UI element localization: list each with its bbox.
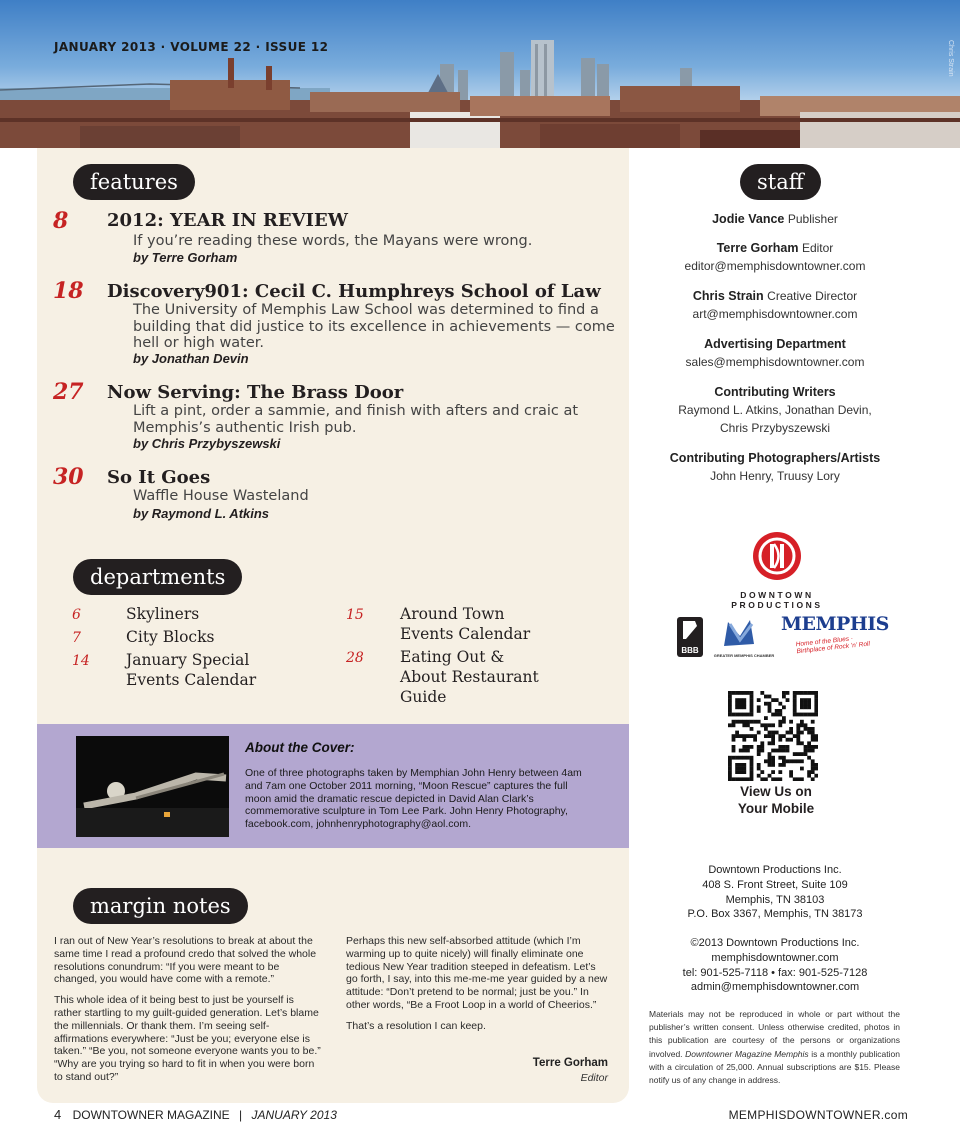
staff-name: Jodie Vance (712, 212, 785, 226)
department-page-number: 28 (346, 650, 364, 666)
staff-role: Editor (801, 241, 834, 255)
phone-fax: tel: 901-525-7118 • fax: 901-525-7128 (682, 966, 868, 979)
disclaimer (649, 1008, 900, 1087)
departments-heading: departments (73, 559, 242, 595)
staff-advertising (640, 335, 910, 371)
page-number: 4 (54, 1107, 62, 1122)
staff-editor (640, 239, 910, 275)
department-item[interactable]: Around Town Events Calendar (400, 605, 531, 643)
memphis-logo: MEMPHIS (781, 613, 889, 635)
footer-issue: JANUARY 2013 (251, 1108, 337, 1122)
disclaimer-text: Materials may not be reproduced in whole or part without the publisher’s written consent. Unless otherwise credited, photos in this publication are courtesy of the persons or organizations involved. (649, 1009, 900, 1059)
staff-creative (640, 287, 910, 323)
cover-caption: One of three photographs taken by Memphian John Henry between 4am and 7am one October 2011 morning, “Moon Rescue” captures the full moon amid the dramatic rescue depicted in David Alan Clark’s commemorative sculpture in Tom Lee Park. John Henry Photography, facebook.com, johnhenryphotography@aol.com. (245, 767, 582, 831)
qr-code-icon[interactable] (728, 691, 818, 781)
features-heading: features (73, 164, 195, 200)
skyline-banner (0, 0, 960, 148)
photo-credit: Chris Strain (947, 40, 954, 77)
chamber-text: GREATER MEMPHIS CHAMBER (713, 653, 775, 658)
margin-notes-paragraph: Perhaps this new self-absorbed attitude (which I’m warming up to quite nicely) will finally eliminate one tedious New Year tradition steeped in defeatism. Let’s go forth, I say, into this me-me-me year guided by a new attitude: “Don’t pretend to be normal; just be you.” In other words, “Be a Froot Loop in a world of Cheerios.” (346, 935, 608, 1011)
staff-section-heading: Contributing Photographers/Artists (669, 451, 881, 465)
department-page-number: 14 (72, 653, 90, 669)
feature-description: Waffle House Wasteland (133, 488, 309, 504)
department-page-number: 15 (346, 607, 364, 623)
logo-text: PRODUCTIONS (731, 600, 823, 610)
staff-section-heading: Advertising Department (704, 337, 846, 351)
website-link[interactable]: memphisdowntowner.com (711, 951, 839, 964)
footer-separator: | (239, 1108, 243, 1122)
footer-site[interactable]: MEMPHISDOWNTOWNER.com (728, 1108, 908, 1122)
feature-description: Lift a pint, order a sammie, and finish with afters and craic at Memphis’s authentic Irish pub. (133, 403, 579, 436)
address-line: Memphis, TN 38103 (725, 893, 825, 906)
cover-heading: About the Cover: (245, 740, 355, 755)
downtown-productions-wordmark (707, 590, 847, 610)
feature-title[interactable]: Discovery901: Cecil C. Humphreys School of Law (107, 281, 601, 302)
feature-description: If you’re reading these words, the Mayans were wrong. (133, 233, 533, 249)
margin-notes-column-2 (346, 935, 610, 1041)
cover-photo (76, 736, 229, 837)
skyline-illustration (0, 0, 960, 148)
margin-notes-paragraph: This whole idea of it being best to just be yourself is rather startling to my guilt-guided generation. Let’s blame the millennials. Or thank them. I’m seeing self-affirmations everywhere: “Just be you; everyone else is taken.” “Be you, not someone everyone wants you to be.” “Why are you trying so hard to fit in when you were born to stand out?” (54, 994, 321, 1083)
staff-photographers (640, 449, 910, 485)
margin-notes-heading: margin notes (73, 888, 248, 924)
department-page-number: 6 (72, 607, 81, 623)
staff-role: Publisher (787, 212, 838, 226)
address-line: 408 S. Front Street, Suite 109 (702, 878, 848, 891)
feature-title[interactable]: Now Serving: The Brass Door (107, 382, 404, 403)
feature-title[interactable]: So It Goes (107, 467, 211, 488)
footer-folio (54, 1107, 337, 1122)
qr-caption-line: View Us on (740, 784, 812, 799)
staff-names: Chris Przybyszewski (719, 421, 830, 435)
qr-caption-line: Your Mobile (737, 801, 815, 816)
department-item[interactable]: City Blocks (126, 628, 215, 646)
moon-rescue-photo (76, 736, 229, 837)
staff-writers (640, 383, 910, 437)
staff-email[interactable]: editor@memphisdowntowner.com (684, 259, 866, 273)
feature-byline: by Terre Gorham (133, 250, 238, 265)
feature-byline: by Raymond L. Atkins (133, 506, 270, 521)
margin-notes-column-1 (54, 935, 322, 1092)
signature-title: Editor (580, 1072, 608, 1084)
feature-page-number: 27 (53, 379, 84, 405)
staff-name: Terre Gorham (716, 241, 799, 255)
feature-byline: by Jonathan Devin (133, 351, 249, 366)
chamber-logo-icon (718, 614, 770, 654)
disclaimer-magazine: Downtowner Magazine Memphis (685, 1048, 809, 1059)
feature-page-number: 30 (53, 464, 84, 490)
staff-email[interactable]: art@memphisdowntowner.com (692, 307, 858, 321)
bbb-logo-icon (677, 617, 703, 657)
staff-names: John Henry, Truusy Lory (710, 469, 840, 483)
address-line: Downtown Productions Inc. (708, 864, 842, 876)
qr-caption (700, 783, 852, 817)
staff-role: Creative Director (767, 289, 858, 303)
feature-byline: by Chris Przybyszewski (133, 436, 281, 451)
downtown-productions-logo-icon (752, 531, 802, 581)
staff-section-heading: Contributing Writers (714, 385, 836, 399)
signature-name: Terre Gorham (532, 1057, 608, 1069)
margin-notes-paragraph: That’s a resolution I can keep. (346, 1019, 486, 1032)
footer-magazine: DOWNTOWNER MAGAZINE (72, 1108, 230, 1122)
department-page-number: 7 (72, 630, 81, 646)
feature-title[interactable]: 2012: YEAR IN REVIEW (107, 210, 348, 231)
disclaimer-text: is a monthly publication with a circulation of 25,000. Annual subscriptions are $15. Please notify us of any change in address. (649, 1048, 900, 1086)
bbb-text: BBB (681, 646, 699, 655)
staff-name: Chris Strain (692, 289, 764, 303)
contact-block (640, 936, 910, 995)
staff-heading: staff (740, 164, 821, 200)
staff-email[interactable]: sales@memphisdowntowner.com (685, 355, 865, 369)
memphis-tagline: Home of the Blues · Birthplace of Rock ’n’ Roll (795, 635, 871, 656)
logo-text: DOWNTOWN (740, 590, 814, 600)
address-block (640, 863, 910, 922)
margin-notes-paragraph: I ran out of New Year’s resolutions to break at about the same time I read a profound credo that solved the whole resolutions conundrum: “If you were meant to be changed, you would have come with a remote.” (54, 935, 317, 986)
feature-page-number: 18 (53, 278, 84, 304)
feature-page-number: 8 (53, 208, 69, 234)
issue-line: JANUARY 2013 · VOLUME 22 · ISSUE 12 (54, 40, 329, 54)
department-item[interactable]: Skyliners (126, 605, 200, 623)
copyright: ©2013 Downtown Productions Inc. (690, 937, 860, 949)
address-line: P.O. Box 3367, Memphis, TN 38173 (687, 908, 863, 921)
department-item[interactable]: January Special Events Calendar (126, 651, 257, 689)
email-link[interactable]: admin@memphisdowntowner.com (690, 981, 860, 994)
feature-description: The University of Memphis Law School was determined to find a building that did justice to its excellence in achievements — come hell or high water. (133, 302, 615, 351)
department-item[interactable]: Eating Out & About Restaurant Guide (400, 648, 539, 706)
staff-publisher (640, 210, 910, 228)
staff-names: Raymond L. Atkins, Jonathan Devin, (678, 403, 872, 417)
